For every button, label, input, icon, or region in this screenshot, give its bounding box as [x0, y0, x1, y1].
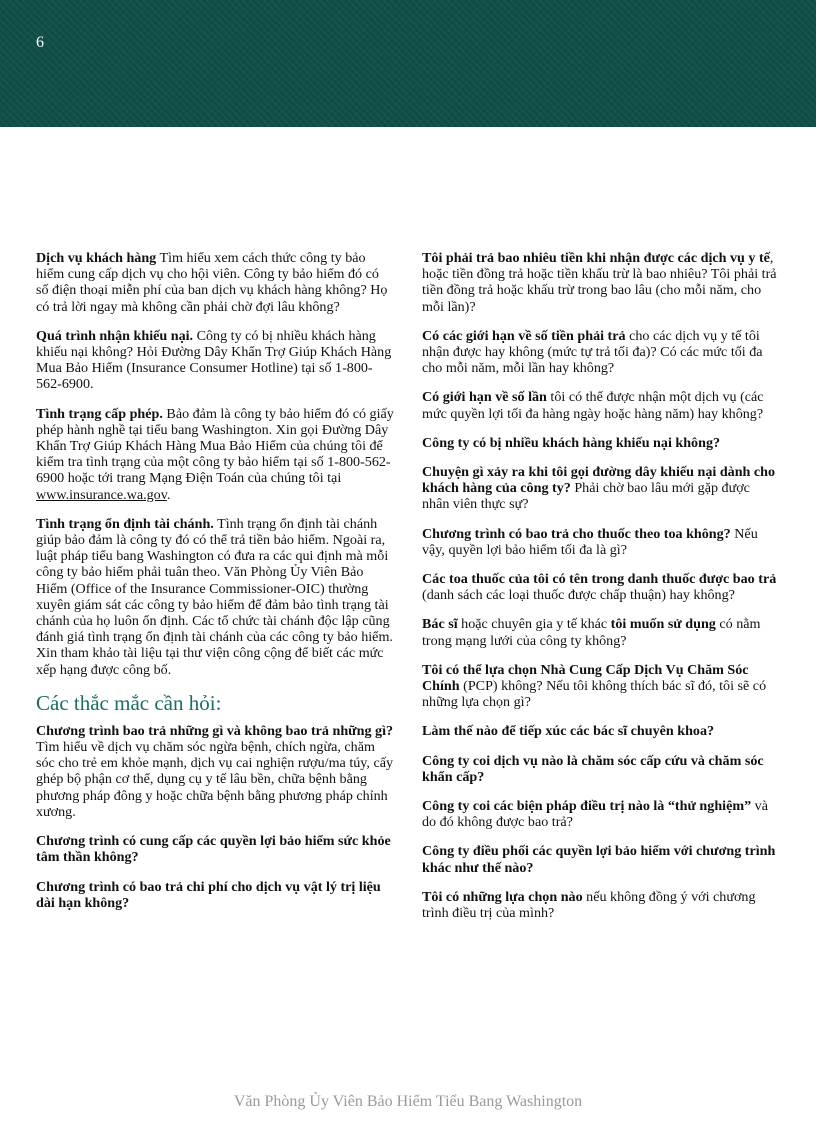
question-item: Chương trình có bao trả chi phí cho dịch vụ vật lý trị liệu dài hạn không?	[36, 878, 381, 911]
questions-heading: Các thắc mắc cần hỏi:	[36, 690, 222, 715]
question-item: Tôi có những lựa chọn nào nếu không đồng ý với chương trình điều trị của mình?	[422, 888, 756, 922]
question-item: Chương trình có bao trả cho thuốc theo toa không? Nếu vậy, quyền lợi bảo hiểm tối đa là gì?	[422, 525, 758, 558]
question-item: Công ty điều phối các quyền lợi bảo hiểm với chương trình khác như thế nào?	[422, 843, 776, 876]
paragraph-licensing: Tình trạng cấp phép. Bảo đảm là công ty bảo hiểm đó có giấy phép hành nghề tại tiểu bang Washington. Xin gọi Đường Dây Khẩn Trợ Giúp Khách Hàng Mua Bảo Hiểm của chúng tôi để kiểm tra tình trạng của một công ty bảo hiểm tại số 1-800-562-6900 hoặc tới trang Mạng Điện Toán của chúng tôi tại www.insurance.wa.gov.	[36, 405, 394, 503]
question-item: Tôi có thể lựa chọn Nhà Cung Cấp Dịch Vụ Chăm Sóc Chính (PCP) không? Nếu tôi không thích bác sĩ đó, tôi sẽ có những lựa chọn gì?	[422, 661, 767, 711]
question-item: Chương trình bao trả những gì và không bao trả những gì? Tìm hiểu về dịch vụ chăm sóc ngừa bệnh, chích ngừa, chăm sóc cho trẻ em khỏe mạnh, dịch vụ cai nghiện rượu/ma túy, cấy ghép bộ phận cơ thể, dụng cụ y tế lâu bền, chữa bệnh bằng phương pháp đông y hoặc chữa bệnh bằng phương pháp chỉnh xương.	[36, 722, 394, 820]
footer-text: Văn Phòng Ủy Viên Bảo Hiểm Tiểu Bang Washington	[233, 1093, 583, 1110]
question-item: Công ty coi các biện pháp điều trị nào là “thử nghiệm” và do đó không được bao trả?	[422, 798, 768, 831]
question-item: Tôi phải trả bao nhiêu tiền khi nhận được các dịch vụ y tế, hoặc tiền đồng trả hoặc tiền khấu trừ là bao nhiêu? Tôi phải trả tiền đồng trả hoặc khấu trừ trong bao lâu (cho mỗi năm, cho mỗi lần)?	[422, 250, 777, 315]
question-item: Có giới hạn về số lần tôi có thể được nhận một dịch vụ (các mức quyền lợi tối đa hàng ngày hoặc hàng năm) hay không?	[422, 389, 764, 422]
left-column	[36, 250, 394, 924]
website-link[interactable]: www.insurance.wa.gov	[36, 486, 167, 503]
paragraph-customer-service: Dịch vụ khách hàng Tìm hiểu xem cách thức công ty bảo hiểm cung cấp dịch vụ cho hội viên. Công ty bảo hiểm đó có số điện thoại miễn phí của ban dịch vụ khách hàng không? Họ có trả lời ngay mà không cần phải chờ đợi lâu không?	[36, 250, 388, 315]
question-item: Chương trình có cung cấp các quyền lợi bảo hiểm sức khỏe tâm thần không?	[36, 833, 391, 866]
question-item: Các toa thuốc của tôi có tên trong danh thuốc được bao trả (danh sách các loại thuốc được chấp thuận) hay không?	[422, 571, 777, 604]
question-item: Có các giới hạn về số tiền phải trả cho các dịch vụ y tế tôi nhận được hay không (mức tự trả tối đa)? Có các mức tối đa cho mỗi năm, mỗi lần hay không?	[422, 327, 763, 377]
page-number: 6	[36, 34, 44, 51]
question-item: Công ty có bị nhiều khách hàng khiếu nại không?	[422, 434, 721, 451]
question-item: Làm thế nào để tiếp xúc các bác sĩ chuyên khoa?	[422, 723, 715, 740]
paragraph-financial-stability: Tình trạng ổn định tài chánh. Tình trạng ổn định tài chánh giúp bảo đảm là công ty đó có thể trả tiền bảo hiểm. Ngoài ra, luật pháp tiểu bang Washington có đưa ra các qui định mà mỗi công ty bảo hiểm phải tuân theo. Văn Phòng Ủy Viên Bảo Hiểm (Office of the Insurance Commissioner-OIC) thường xuyên giám sát các công ty bảo hiểm để đảm bảo tình trạng tài chánh của họ luôn ổn định. Các tổ chức tài chánh độc lập cũng đánh giá tình trạng ổn định tài chánh của các công ty bảo hiểm. Xin tham khảo tài liệu tại thư viện công cộng để biết các mức xếp hạng được công bố.	[36, 515, 393, 678]
paragraph-complaints: Quá trình nhận khiếu nại. Công ty có bị nhiều khách hàng khiếu nại không? Hỏi Đường Dây Khẩn Trợ Giúp Khách Hàng Mua Bảo Hiểm (Insurance Consumer Hotline) tại số 1-800-562-6900.	[36, 327, 392, 393]
question-item: Chuyện gì xảy ra khi tôi gọi đường dây khiếu nại dành cho khách hàng của công ty? Phải chờ bao lâu mới gặp được nhân viên thực sự?	[422, 464, 776, 513]
right-column	[422, 250, 780, 934]
header-banner	[0, 0, 816, 127]
question-item: Bác sĩ hoặc chuyên gia y tế khác tôi muốn sử dụng có nằm trong mạng lưới của công ty không?	[422, 616, 761, 649]
question-item: Công ty coi dịch vụ nào là chăm sóc cấp cứu và chăm sóc khẩn cấp?	[422, 752, 764, 785]
